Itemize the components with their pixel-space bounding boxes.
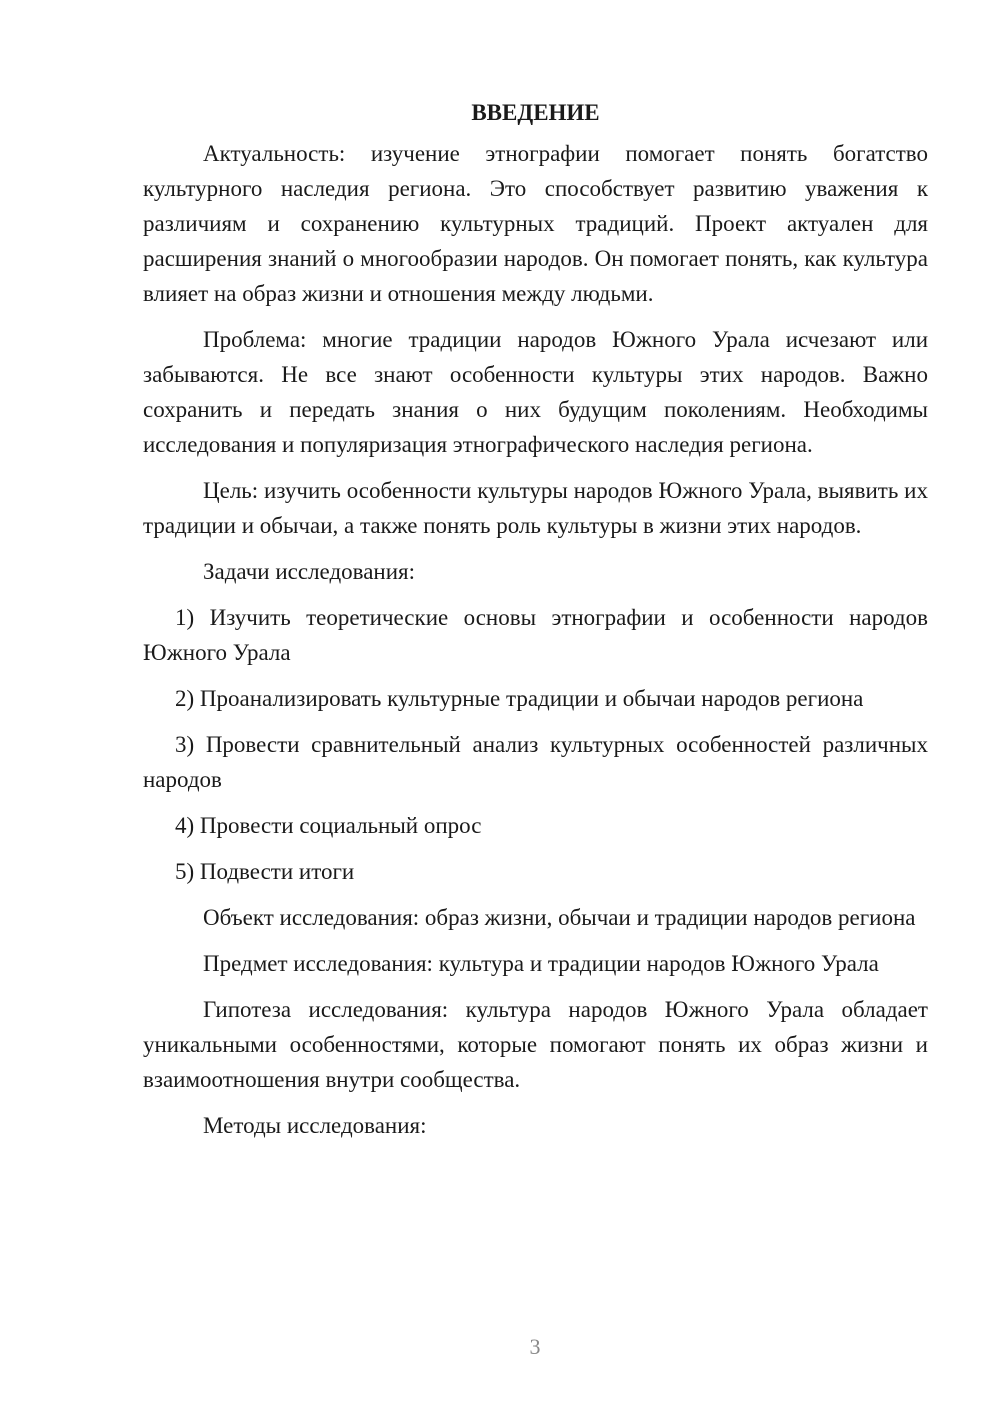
- paragraph-tasks-heading: Задачи исследования:: [203, 559, 416, 584]
- task-item-1: 1) Изучить теоретические основы этнографии и особенности народов Южного Урала: [143, 605, 928, 665]
- paragraph-problem: Проблема: многие традиции народов Южного Урала исчезают или забываются. Не все знают особенности культуры этих народов. Важно сохранить и передать знания о них будущим поколениям. Необходимы исследования и популяризация этнографического наследия региона.: [143, 327, 928, 457]
- paragraph-object: Объект исследования: образ жизни, обычаи и традиции народов региона: [203, 905, 916, 930]
- task-item-2: 2) Проанализировать культурные традиции и обычаи народов региона: [175, 686, 864, 711]
- document-page: [143, 95, 928, 1154]
- paragraph-relevance: Актуальность: изучение этнографии помогает понять богатство культурного наследия региона. Это способствует развитию уважения к различиям и сохранению культурных традиций. Проект актуален для расширения знаний о многообразии народов. Он помогает понять, как культура влияет на образ жизни и отношения между людьми.: [143, 141, 928, 306]
- section-title: ВВЕДЕНИЕ: [471, 100, 600, 125]
- paragraph-hypothesis: Гипотеза исследования: культура народов Южного Урала обладает уникальными особенностями, которые помогают понять их образ жизни и взаимоотношения внутри сообщества.: [143, 997, 928, 1092]
- paragraph-subject: Предмет исследования: культура и традиции народов Южного Урала: [203, 951, 879, 976]
- paragraph-goal: Цель: изучить особенности культуры народов Южного Урала, выявить их традиции и обычаи, а также понять роль культуры в жизни этих народов.: [143, 478, 928, 538]
- page-number: 3: [529, 1334, 541, 1359]
- task-item-3: 3) Провести сравнительный анализ культурных особенностей различных народов: [143, 732, 928, 792]
- task-item-4: 4) Провести социальный опрос: [175, 813, 482, 838]
- task-item-5: 5) Подвести итоги: [175, 859, 355, 884]
- paragraph-methods: Методы исследования:: [203, 1113, 427, 1138]
